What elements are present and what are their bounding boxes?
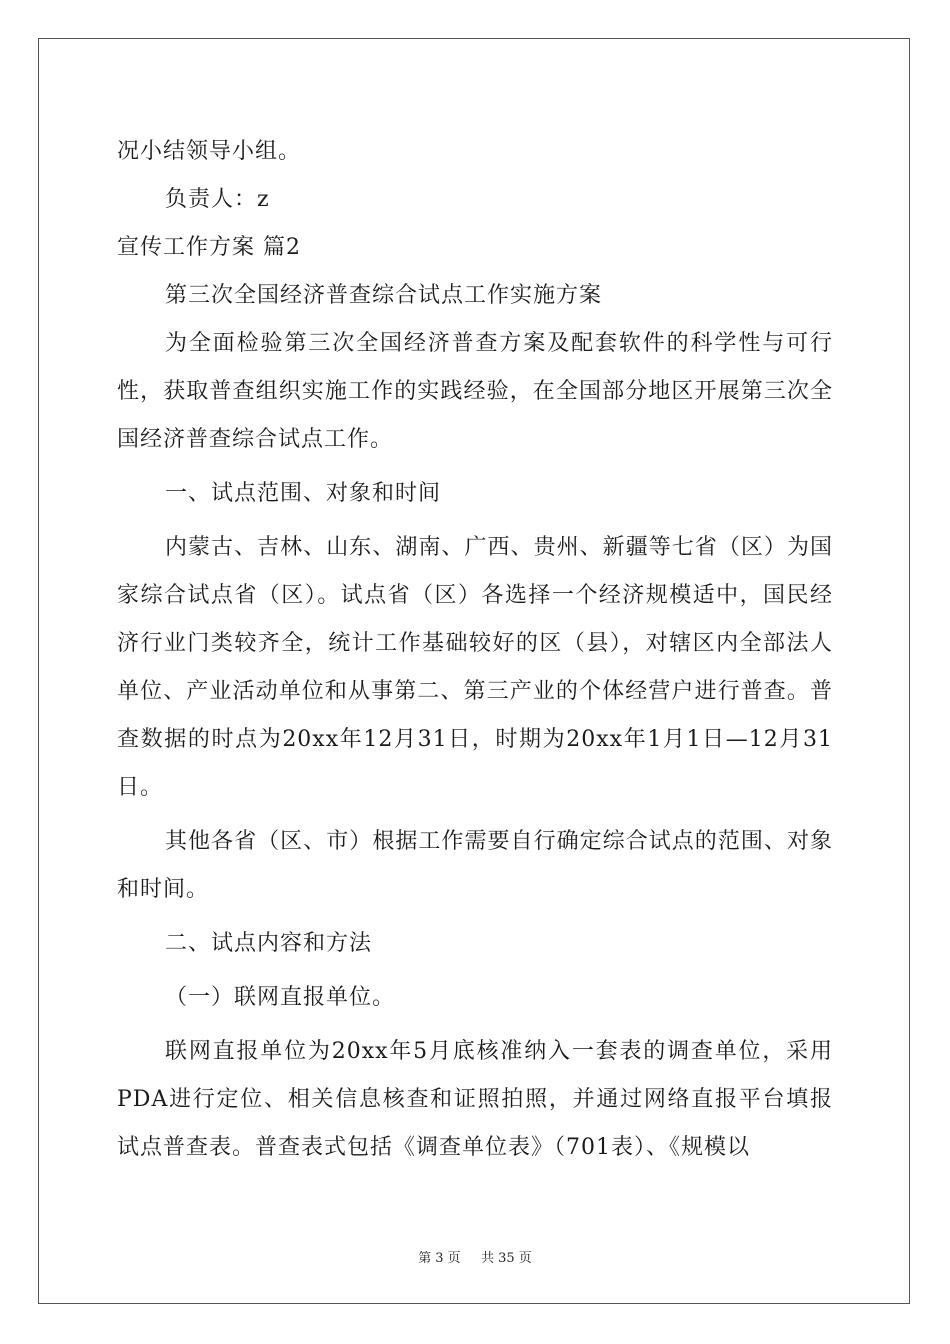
section-heading: 宣传工作方案 篇2	[117, 235, 301, 260]
paragraph-online-units: 联网直报单位为20xx年5月底核准纳入一套表的调查单位，采用PDA进行定位、相关信息核查和证照拍照，并通过网络直报平台填报试点普查表。普查表式包括《调查单位表》（701表）、《规模以	[117, 1039, 833, 1160]
document-title: 第三次全国经济普查综合试点工作实施方案	[165, 283, 603, 308]
heading-content-method: 二、试点内容和方法	[165, 931, 373, 956]
footer-total-prefix: 共	[481, 1251, 495, 1266]
paragraph-other-provinces: 其他各省（区、市）根据工作需要自行确定综合试点的范围、对象和时间。	[117, 829, 833, 902]
text-line: 况小结领导小组。	[117, 139, 302, 164]
paragraph-intro: 为全面检验第三次全国经济普查方案及配套软件的科学性与可行性，获取普查组织实施工作的实践经验，在全国部分地区开展第三次全国经济普查综合试点工作。	[117, 331, 833, 452]
footer-page-prefix: 第	[418, 1251, 432, 1266]
page-footer	[0, 1247, 950, 1266]
footer-total-suffix: 页	[518, 1251, 532, 1266]
subheading-online-units: （一）联网直报单位。	[165, 985, 396, 1010]
footer-page-number: 3	[435, 1251, 444, 1266]
responsible-person-line: 负责人：z	[165, 187, 270, 212]
heading-scope: 一、试点范围、对象和时间	[165, 481, 442, 506]
footer-total-pages: 35	[498, 1251, 515, 1266]
paragraph-scope: 内蒙古、吉林、山东、湖南、广西、贵州、新疆等七省（区）为国家综合试点省（区）。试点省（区）各选择一个经济规模适中，国民经济行业门类较齐全，统计工作基础较好的区（县），对辖区内全部法人单位、产业活动单位和从事第二、第三产业的个体经营户进行普查。普查数据的时点为20xx年12月31日，时期为20xx年1月1日—12月31日。	[117, 535, 833, 800]
footer-page-suffix: 页	[447, 1251, 461, 1266]
document-body	[117, 128, 833, 1172]
